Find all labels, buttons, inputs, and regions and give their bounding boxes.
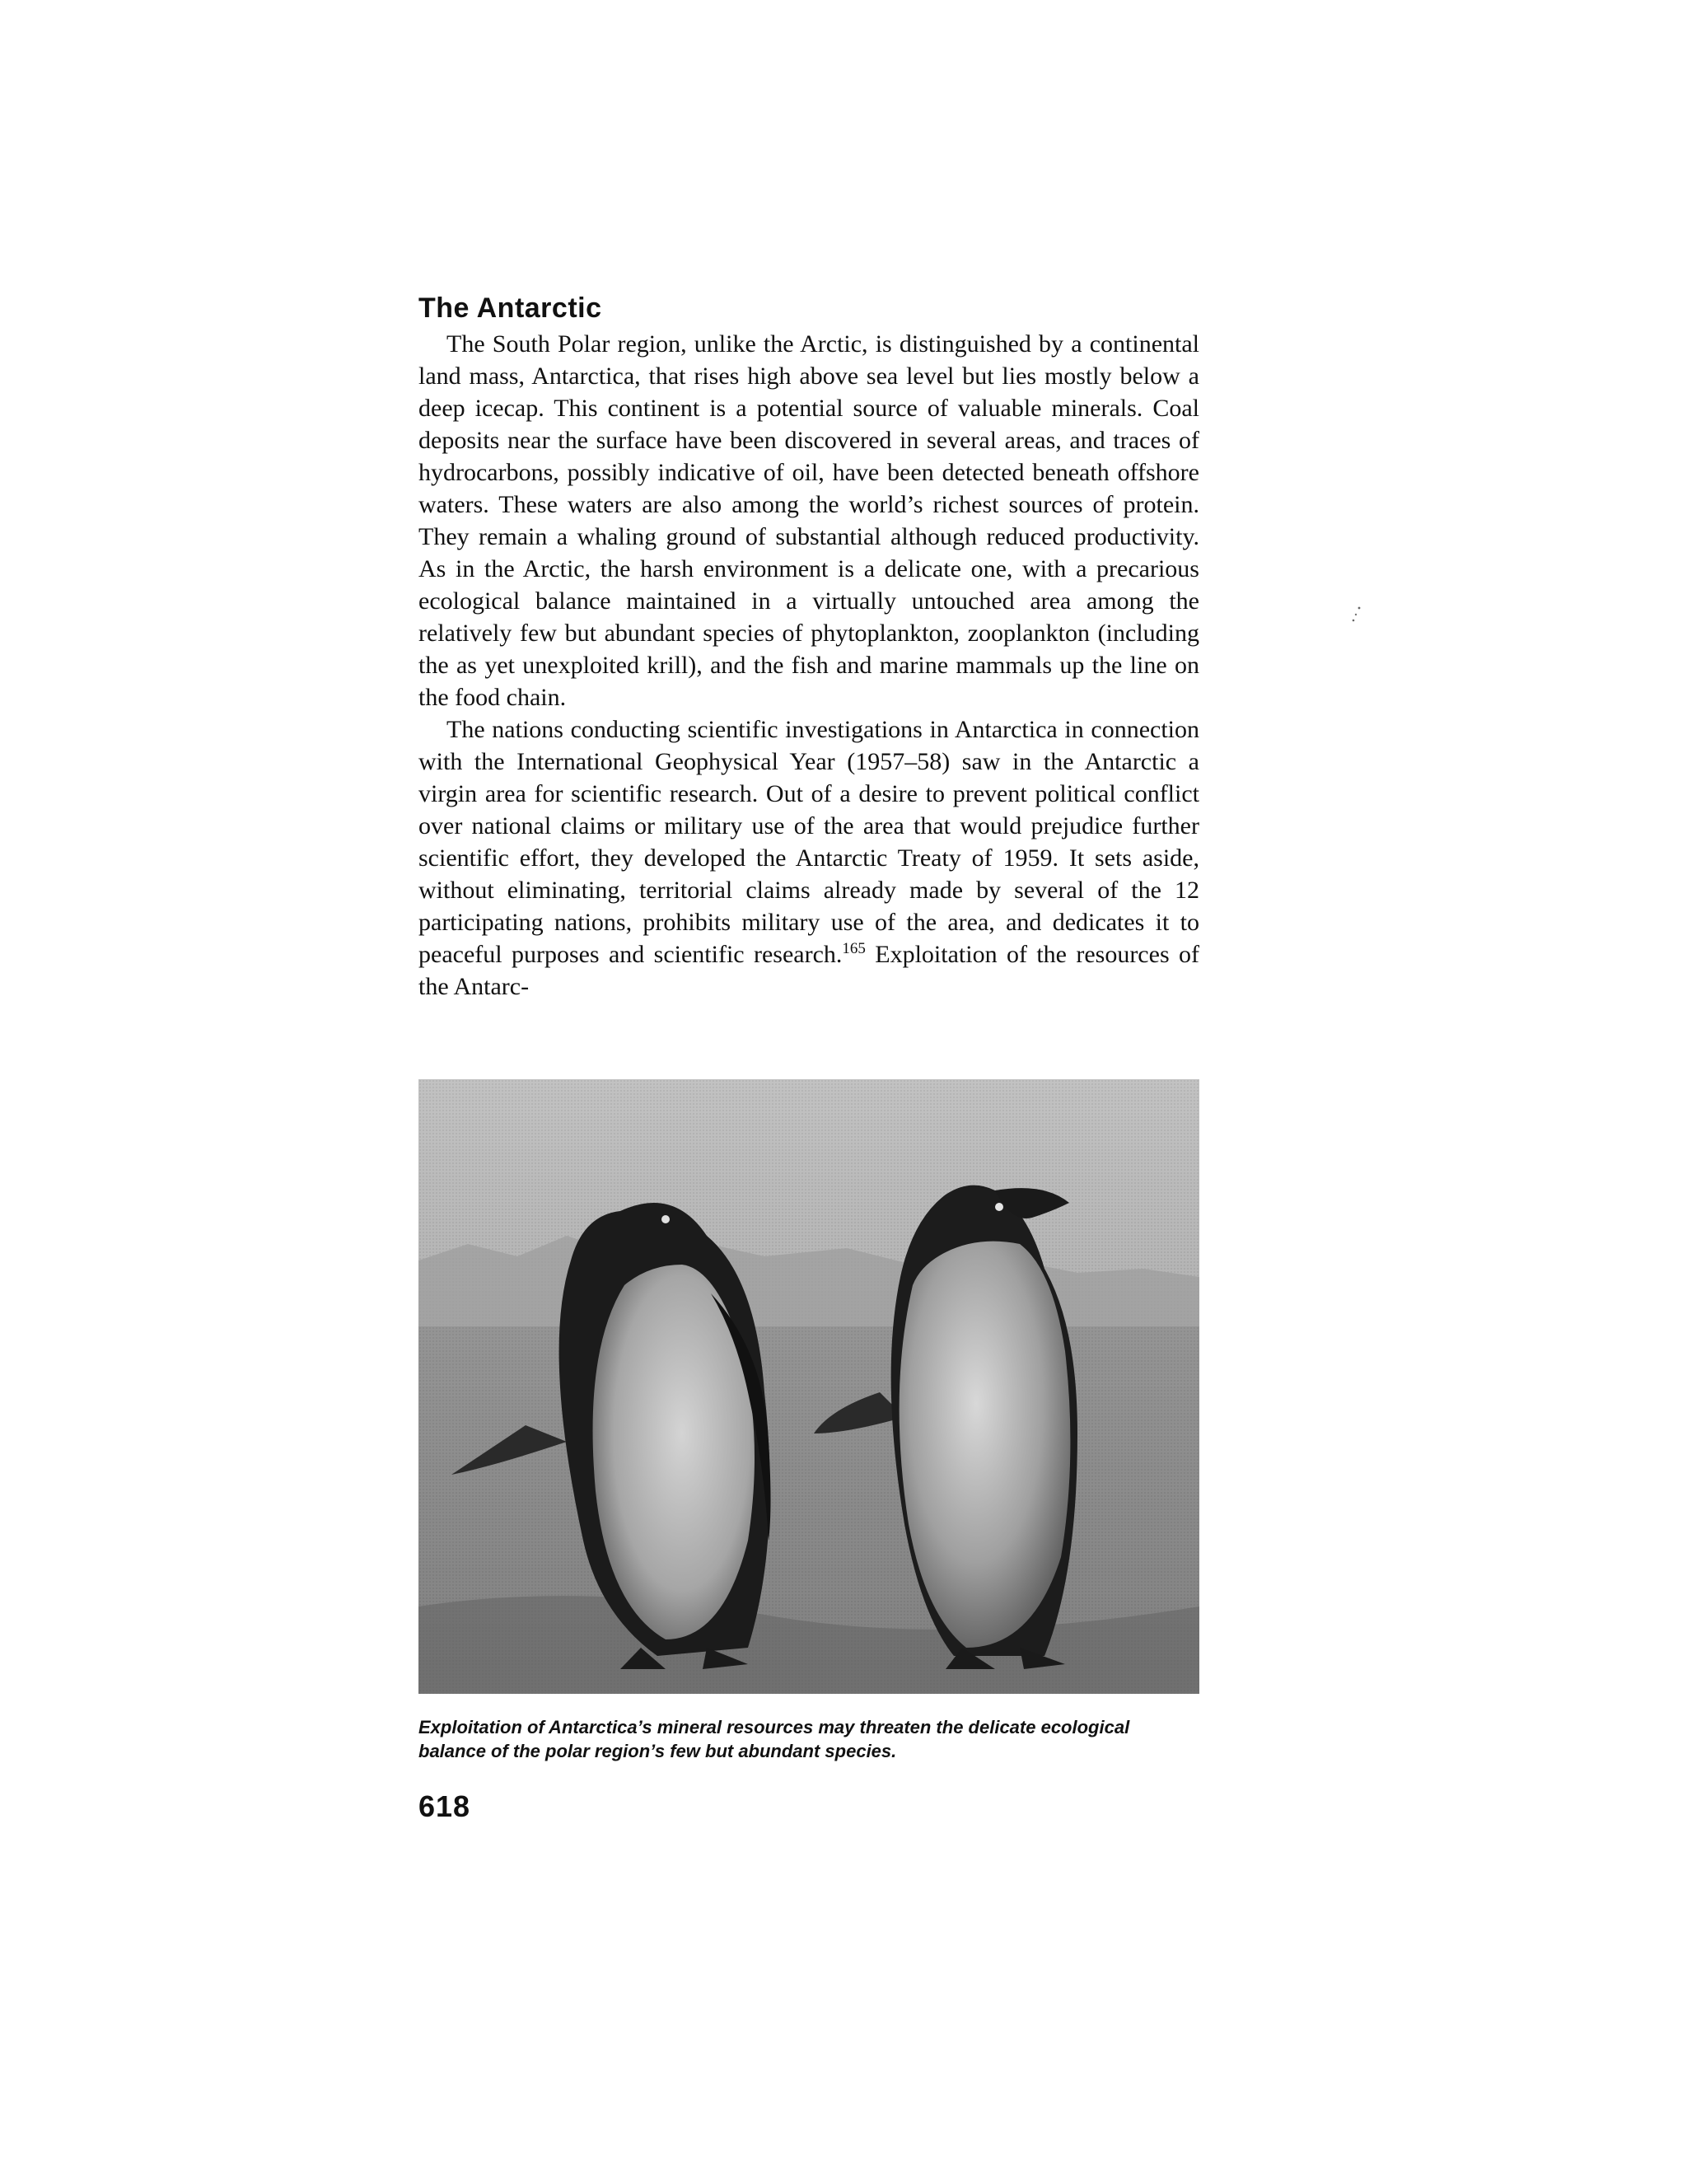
- paragraph-2: [418, 713, 1199, 1003]
- footnote-reference: 165: [842, 940, 866, 957]
- page-number: 618: [418, 1789, 471, 1823]
- paragraph-2-continuation: Exploitation of the resources of the Antarc-: [418, 941, 1199, 1000]
- paragraph-2-text: The nations conducting scientific investigations in Antarctica in connection with the International Geophysical Year (1957–58) saw in the Antarctic a virgin area for scientific research. Out of a desire to prevent political conflict over national claims or military use of the area that would prejudice further scientific effort, they developed the Antarctic Treaty of 1959. It sets aside, without eliminating, territorial claims already made by several of the 12 participating nations, prohibits military use of the area, and dedicates it to peaceful purposes and scientific research.: [418, 716, 1199, 968]
- scan-speck: [1351, 606, 1362, 624]
- section-heading: The Antarctic: [418, 292, 602, 324]
- penguin-photo: [418, 1079, 1199, 1694]
- figure-caption: Exploitation of Antarctica’s mineral resources may threaten the delicate ecological balance of the polar region’s few but abundant species.: [418, 1717, 1130, 1761]
- paragraph-1: The South Polar region, unlike the Arctic, is distinguished by a continental land mass, Antarctica, that rises high above sea level but lies mostly below a deep icecap. This continent is a potential source of valuable minerals. Coal deposits near the surface have been discovered in several areas, and traces of hydrocarbons, possibly indicative of oil, have been detected beneath offshore waters. These waters are also among the world’s richest sources of protein. They remain a whaling ground of substantial although reduced productivity. As in the Arctic, the harsh environment is a delicate one, with a precarious ecological balance maintained in a virtually untouched area among the relatively few but abundant species of phytoplankton, zooplankton (including the as yet unexploited krill), and the fish and marine mammals up the line on the food chain.: [418, 330, 1199, 711]
- body-text: [418, 328, 1199, 1003]
